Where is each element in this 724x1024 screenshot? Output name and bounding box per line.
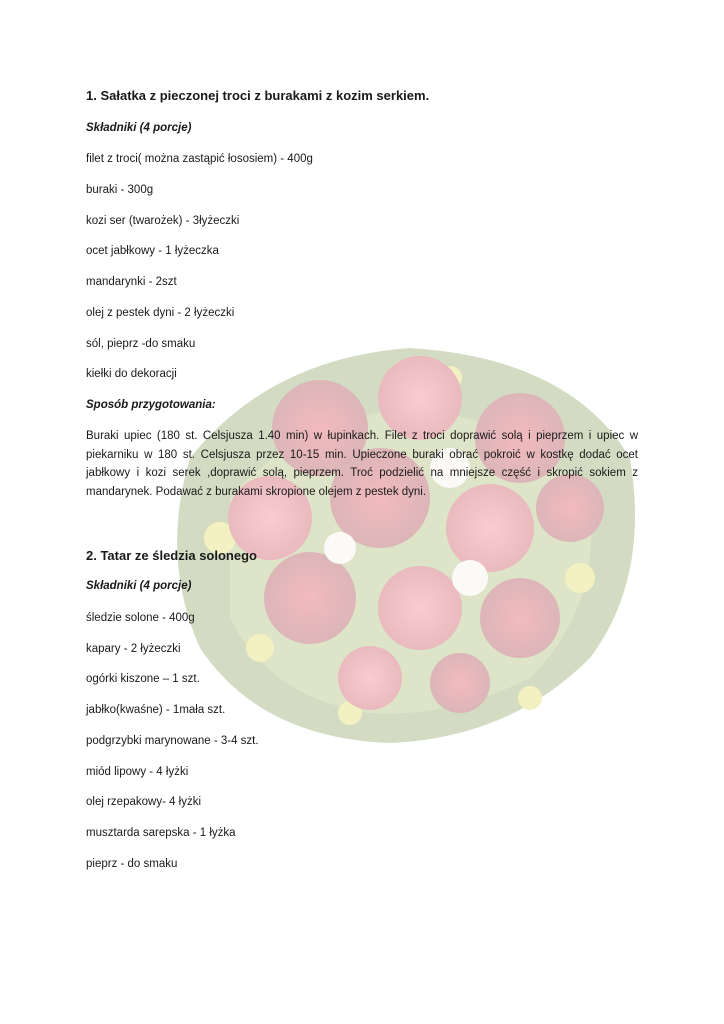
ingredient-line: olej z pestek dyni - 2 łyżeczki	[86, 307, 235, 319]
recipe-1-title: 1. Sałatka z pieczonej troci z burakami z kozim serkiem.	[86, 88, 430, 103]
ingredient-line: musztarda sarepska - 1 łyżka	[86, 827, 236, 839]
ingredient-line: sól, pieprz -do smaku	[86, 338, 196, 350]
ingredient-line: jabłko(kwaśne) - 1mała szt.	[86, 704, 226, 716]
ingredient-line: śledzie solone - 400g	[86, 612, 195, 624]
recipe-2-ingredients-heading: Składniki (4 porcje)	[86, 580, 192, 592]
recipe-1-method-heading: Sposób przygotowania:	[86, 399, 216, 411]
ingredient-line: filet z troci( można zastąpić łososiem) - 400g	[86, 153, 313, 165]
ingredient-line: podgrzybki marynowane - 3-4 szt.	[86, 735, 259, 747]
ingredient-line: kiełki do dekoracji	[86, 368, 177, 380]
ingredient-line: kapary - 2 łyżeczki	[86, 643, 181, 655]
flower-bouquet-icon	[150, 318, 650, 748]
ingredient-line: ogórki kiszone – 1 szt.	[86, 673, 200, 685]
recipe-1-method-text: Buraki upiec (180 st. Celsjusza 1.40 min) w łupinkach. Filet z troci doprawić solą i pieprzem i upiec w piekarniku w 180 st. Celsjusza przez 10-15 min. Upieczone buraki obrać pokroić w kostkę dodać ocet jabłkowy i kozi serek ,doprawić solą, pieprzem. Troć podzielić na mniejsze część i skropić sokiem z mandarynek. Podawać z burakami skropione olejem z pestek dyni.	[86, 430, 638, 498]
ingredient-line: kozi ser (twarożek) - 3łyżeczki	[86, 215, 240, 227]
ingredient-line: olej rzepakowy- 4 łyżki	[86, 796, 202, 808]
ingredient-line: mandarynki - 2szt	[86, 276, 177, 288]
recipe-2-title: 2. Tatar ze śledzia solonego	[86, 548, 257, 563]
ingredient-line: miód lipowy - 4 łyżki	[86, 766, 189, 778]
ingredient-line: ocet jabłkowy - 1 łyżeczka	[86, 245, 219, 257]
ingredient-line: pieprz - do smaku	[86, 858, 178, 870]
ingredient-line: buraki - 300g	[86, 184, 154, 196]
recipe-1-ingredients-heading: Składniki (4 porcje)	[86, 122, 192, 134]
